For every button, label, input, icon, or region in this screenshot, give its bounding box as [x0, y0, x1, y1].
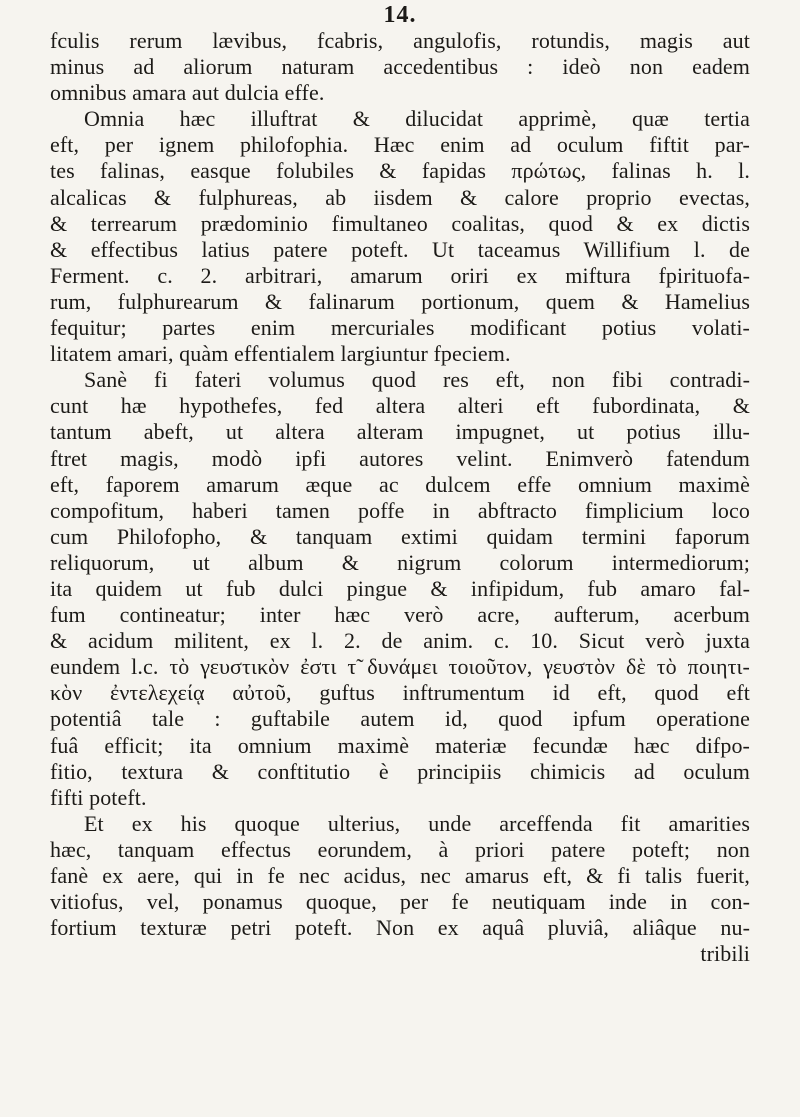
text-line: fuâ efficit; ita omnium maximè materiæ fecundæ hæc difpo- — [50, 732, 750, 758]
text-line: litatem amari, quàm effentialem largiuntur fpeciem. — [50, 341, 511, 367]
text-line: fculis rerum lævibus, fcabris, angulofis, rotundis, magis aut — [50, 28, 750, 53]
text-line: fequitur; partes enim mercuriales modificant potius volati- — [50, 315, 750, 341]
text-line: minus ad aliorum naturam accedentibus : ideò non eadem — [50, 54, 750, 80]
text-line: eft, faporem amarum æque ac dulcem effe omnium maximè — [50, 471, 750, 497]
text-line: κὸν ἐντελεχείᾳ αὐτοῦ, guftus inftrumentum id eft, quod eft — [50, 680, 750, 706]
text-line: fortium texturæ petri poteft. Non ex aquâ pluviâ, aliâque nu- — [50, 915, 750, 941]
text-line: tes falinas, easque folubiles & fapidas πρώτως, falinas h. l. — [50, 158, 750, 184]
text-line: eft, per ignem philofophia. Hæc enim ad oculum fiftit par- — [50, 132, 750, 158]
body-text — [50, 28, 750, 967]
text-line: compofitum, haberi tamen poffe in abftracto fimplicium loco — [50, 497, 750, 523]
text-line: & terrearum prædominio fimultaneo coalitas, quod & ex dictis — [50, 210, 750, 236]
text-line: & effectibus latius patere poteft. Ut taceamus Willifium l. de — [50, 236, 750, 262]
text-line: Ferment. c. 2. arbitrari, amarum oriri ex miftura fpirituofa- — [50, 262, 750, 288]
text-line: hæc, tanquam effectus eorundem, à priori patere poteft; non — [50, 836, 750, 862]
text-line: alcalicas & fulphureas, ab iisdem & calore proprio evectas, — [50, 184, 750, 210]
text-line: potentiâ tale : guftabile autem id, quod ipfum operatione — [50, 706, 750, 732]
text-line: reliquorum, ut album & nigrum colorum intermediorum; — [50, 549, 750, 575]
text-line: rum, fulphurearum & falinarum portionum, quem & Hamelius — [50, 288, 750, 314]
text-line: Et ex his quoque ulterius, unde arceffenda fit amarities — [84, 810, 750, 836]
text-line: ftret magis, modò ipfi autores velint. Enimverò fatendum — [50, 445, 750, 471]
text-line: fifti poteft. — [50, 784, 147, 810]
text-line: Sanè fi fateri volumus quod res eft, non fibi contradi- — [84, 367, 750, 393]
text-line: & acidum militent, ex l. 2. de anim. c. 10. Sicut verò juxta — [50, 628, 750, 654]
page-number: 14. — [383, 2, 417, 28]
text-line: fum contineatur; inter hæc verò acre, aufterum, acerbum — [50, 602, 750, 628]
text-line: omnibus amara aut dulcia effe. — [50, 80, 325, 106]
text-line: cum Philofopho, & tanquam extimi quidam termini faporum — [50, 523, 750, 549]
text-line: ita quidem ut fub dulci pingue & infipidum, fub amaro fal- — [50, 575, 750, 601]
text-line: Omnia hæc illuftrat & dilucidat apprimè, quæ tertia — [84, 106, 750, 132]
text-line: eundem l.c. τὸ γευστικὸν ἐστι τ̃ δυνάμει τοιοῦτον, γευστὸν δὲ τὸ ποιητι- — [50, 654, 750, 680]
text-line: fitio, textura & conftitutio è principiis chimicis ad oculum — [50, 758, 750, 784]
text-line: fanè ex aere, qui in fe nec acidus, nec amarus eft, & fi talis fuerit, — [50, 863, 750, 888]
text-line: cunt hæ hypothefes, fed altera alteri eft fubordinata, & — [50, 393, 750, 419]
text-line: vitiofus, vel, ponamus quoque, per fe neutiquam inde in con- — [50, 889, 750, 915]
text-line: tantum abeft, ut altera alteram impugnet, ut potius illu- — [50, 419, 750, 445]
text-line: tribili — [700, 941, 750, 967]
